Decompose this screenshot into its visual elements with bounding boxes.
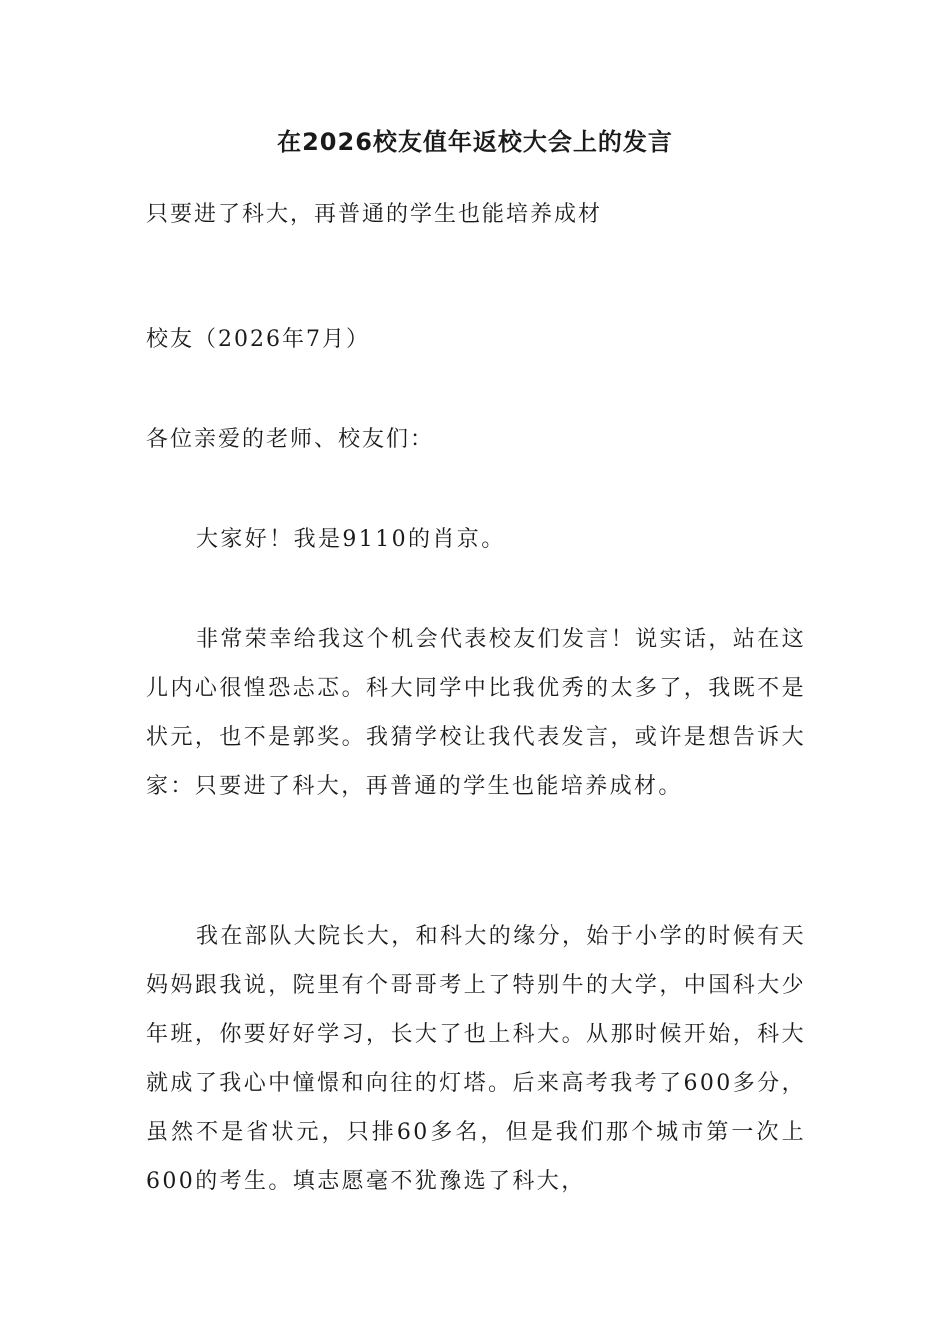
speech-salutation: 各位亲爱的老师、校友们： (146, 427, 435, 452)
speech-subtitle: 只要进了科大，再普通的学生也能培养成材 (146, 202, 603, 227)
paragraph-introduction: 非常荣幸给我这个机会代表校友们发言！说实话，站在这儿内心很惶恐忐忑。科大同学中比我优秀的太多了，我既不是状元，也不是郭奖。我猜学校让我代表发言，或许是想告诉大家：只要进了科大，再普通的学生也能培养成材。 (146, 627, 807, 799)
paragraph-background: 我在部队大院长大，和科大的缘分，始于小学的时候有天妈妈跟我说，院里有个哥哥考上了特别牛的大学，中国科大少年班，你要好好学习，长大了也上科大。从那时候开始，科大就成了我心中憧憬和向往的灯塔。后来高考我考了600多分，虽然不是省状元，只排60多名，但是我们那个城市第一次上600的考生。填志愿毫不犹豫选了科大， (146, 924, 807, 1194)
paragraph-greeting: 大家好！我是9110的肖京。 (196, 527, 506, 552)
speech-byline: 校友（2026年7月） (146, 327, 370, 352)
page-title: 在2026校友值年返校大会上的发言 (277, 128, 673, 156)
